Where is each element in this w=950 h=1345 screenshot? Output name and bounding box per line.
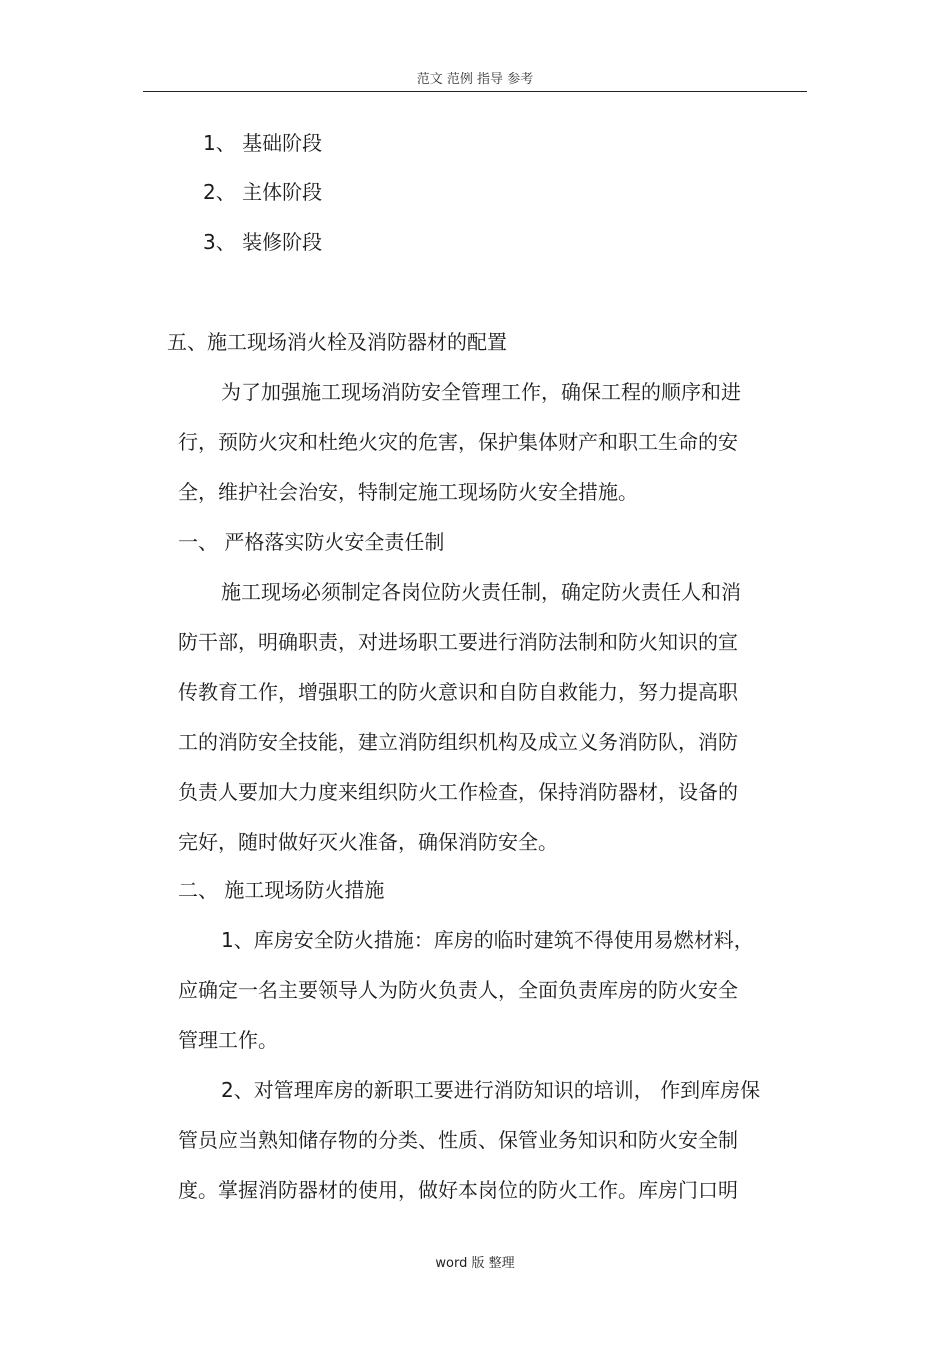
paragraph-line: 施工现场必须制定各岗位防火责任制，确定防火责任人和消 [221, 580, 741, 604]
page-header: 范文 范例 指导 参考 [416, 72, 534, 87]
paragraph-line: 全，维护社会治安，特制定施工现场防火安全措施。 [178, 480, 638, 504]
paragraph-line: 为了加强施工现场消防安全管理工作，确保工程的顺序和进 [221, 380, 741, 404]
subsection-heading-1: 一、 严格落实防火安全责任制 [178, 530, 445, 554]
paragraph-line: 行，预防火灾和杜绝火灾的危害，保护集体财产和职工生命的安 [178, 430, 738, 454]
subsection-heading-2: 二、 施工现场防火措施 [178, 878, 385, 902]
paragraph-line: 1、库房安全防火措施：库房的临时建筑不得使用易燃材料， [221, 928, 754, 952]
header-divider [143, 91, 807, 92]
list-item-main-structure-stage: 2、 主体阶段 [203, 180, 323, 204]
paragraph-line: 管理工作。 [178, 1028, 278, 1052]
paragraph-line: 应确定一名主要领导人为防火负责人，全面负责库房的防火安全 [178, 978, 738, 1002]
section-heading-5: 五、施工现场消火栓及消防器材的配置 [167, 330, 507, 354]
paragraph-line: 度。掌握消防器材的使用，做好本岗位的防火工作。库房门口明 [178, 1178, 738, 1202]
paragraph-line: 防干部，明确职责，对进场职工要进行消防法制和防火知识的宣 [178, 630, 738, 654]
paragraph-line: 负责人要加大力度来组织防火工作检查，保持消防器材，设备的 [178, 780, 738, 804]
paragraph-line: 2、对管理库房的新职工要进行消防知识的培训， 作到库房保 [221, 1078, 761, 1102]
page-footer: word 版 整理 [435, 1256, 515, 1271]
paragraph-line: 完好，随时做好灭火准备，确保消防安全。 [178, 830, 558, 854]
paragraph-line: 管员应当熟知储存物的分类、性质、保管业务知识和防火安全制 [178, 1128, 738, 1152]
list-item-foundation-stage: 1、 基础阶段 [203, 131, 323, 155]
list-item-decoration-stage: 3、 装修阶段 [203, 230, 323, 254]
paragraph-line: 工的消防安全技能，建立消防组织机构及成立义务消防队，消防 [178, 730, 738, 754]
paragraph-line: 传教育工作，增强职工的防火意识和自防自救能力，努力提高职 [178, 680, 738, 704]
